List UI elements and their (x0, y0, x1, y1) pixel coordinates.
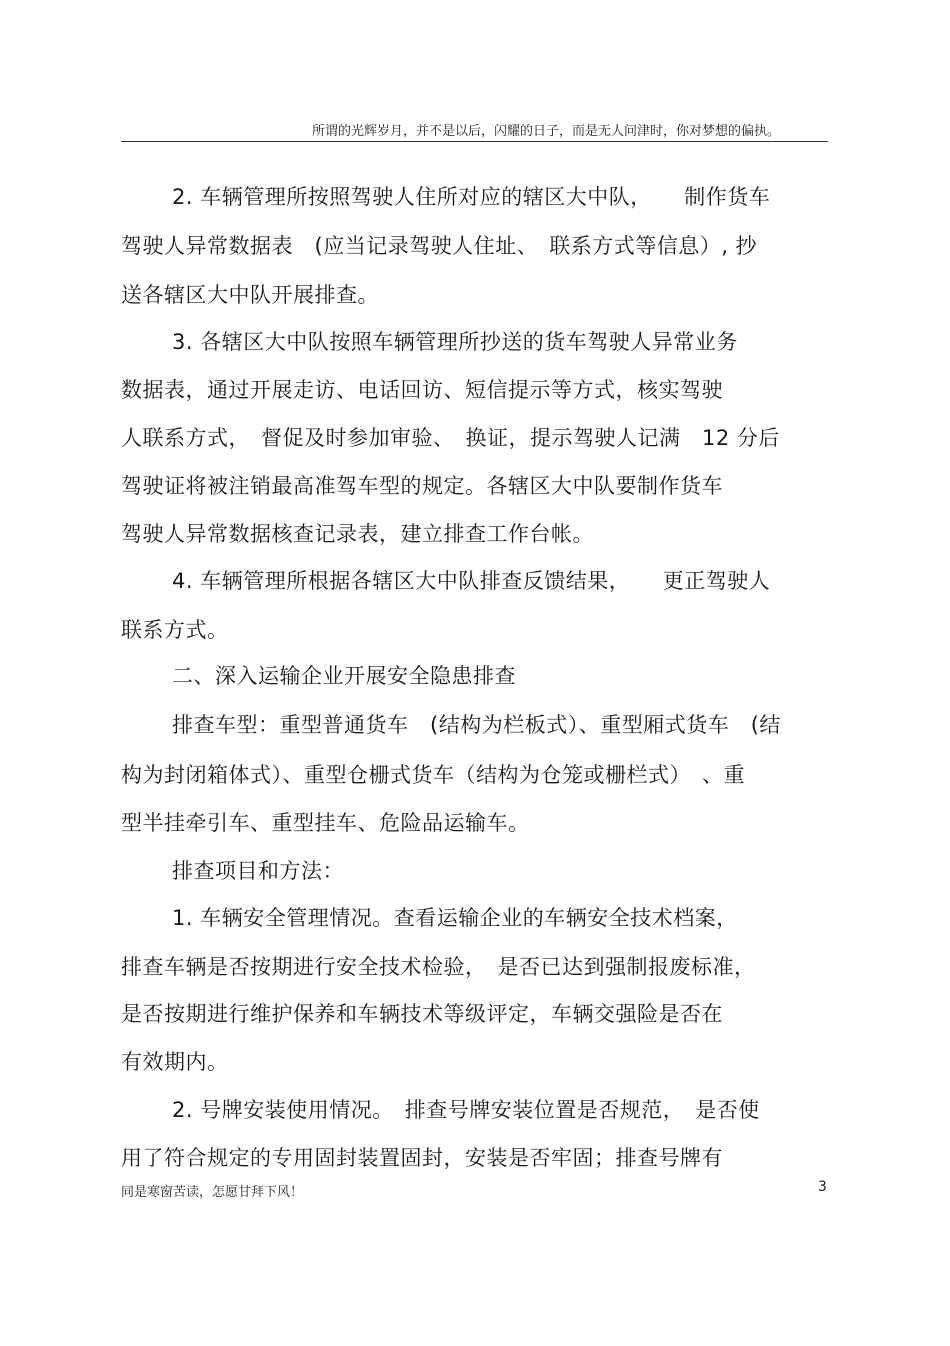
body-line: 联系方式。 (121, 618, 229, 642)
section-heading: 二、深入运输企业开展安全隐患排查 (172, 664, 516, 688)
body-line: 构为封闭箱体式）、重型仓栅式货车（结构为仓笼或栅栏式） 、重 (121, 763, 745, 787)
page-header-motto: 所谓的光辉岁月，并不是以后，闪耀的日子，而是无人问津时，你对梦想的偏执。 (312, 124, 781, 139)
body-line: 驾驶人异常数据核查记录表，建立排查工作台帐。 (121, 522, 594, 546)
header-rule (121, 141, 828, 142)
page-number: 3 (818, 1179, 827, 1195)
body-line: 排查车辆是否按期进行安全技术检验， 是否已达到强制报废标准， (121, 955, 756, 979)
body-line: 人联系方式， 督促及时参加审验、 换证，提示驾驶人记满 12 分后 (121, 426, 780, 450)
body-line: 排查项目和方法： (172, 859, 344, 883)
body-line: 数据表，通过开展走访、电话回访、短信提示等方式，核实驾驶 (121, 378, 723, 402)
body-line: 型半挂牵引车、重型挂车、危险品运输车。 (121, 811, 530, 835)
body-line: 3. 各辖区大中队按照车辆管理所抄送的货车驾驶人异常业务 (172, 330, 738, 354)
page-footer-motto: 同是寒窗苦读，怎愿甘拜下风！ (121, 1185, 304, 1200)
body-line: 2. 车辆管理所按照驾驶人住所对应的辖区大中队， 制作货车 (172, 185, 771, 209)
body-line: 1. 车辆安全管理情况。查看运输企业的车辆安全技术档案， (172, 906, 738, 930)
body-line: 有效期内。 (121, 1050, 229, 1074)
body-line: 用了符合规定的专用固封装置固封，安装是否牢固；排查号牌有 (121, 1146, 723, 1170)
body-line: 2. 号牌安装使用情况。 排查号牌安装位置是否规范， 是否使 (172, 1098, 760, 1122)
body-line: 4. 车辆管理所根据各辖区大中队排查反馈结果， 更正驾驶人 (172, 569, 771, 593)
body-line: 排查车型：重型普通货车 (结构为栏板式）、重型厢式货车 (结 (172, 713, 781, 737)
body-line: 送各辖区大中队开展排查。 (121, 283, 379, 307)
body-line: 是否按期进行维护保养和车辆技术等级评定，车辆交强险是否在 (121, 1002, 723, 1026)
body-line: 驾驶人异常数据表 (应当记录驾驶人住址、 联系方式等信息）, 抄 (121, 234, 758, 258)
body-line: 驾驶证将被注销最高准驾车型的规定。各辖区大中队要制作货车 (121, 474, 723, 498)
